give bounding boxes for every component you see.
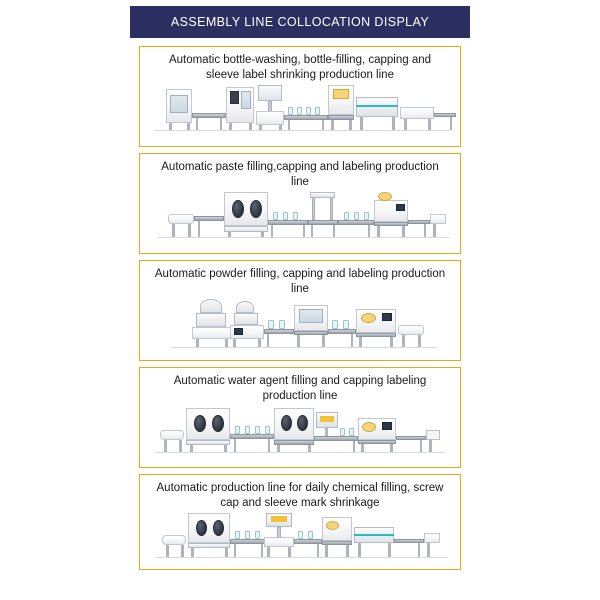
section-title: Automatic production line for daily chemical filling, screw cap and sleeve mark shrinkage: [156, 482, 444, 509]
page-title: ASSEMBLY LINE COLLOCATION DISPLAY: [170, 15, 430, 29]
production-line-illustration: [140, 192, 460, 248]
section-card-water-agent-filling-line: [139, 367, 461, 468]
production-line-illustration: [140, 85, 460, 137]
section-card-daily-chemical-line: [139, 474, 461, 570]
section-title: Automatic bottle-washing, bottle-filling, capping and sleeve label shrinking production line: [168, 54, 432, 81]
section-list: [0, 46, 600, 576]
section-card-paste-filling-line: [139, 153, 461, 254]
production-line-illustration: [140, 299, 460, 355]
production-line-illustration: [140, 513, 460, 565]
section-title: Automatic water agent filling and capping labeling production line: [173, 375, 427, 402]
page-header-banner: [130, 6, 470, 38]
section-title: Automatic paste filling,capping and labeling production line: [161, 161, 439, 188]
section-title: Automatic powder filling, capping and labeling production line: [154, 268, 446, 295]
section-card-powder-filling-line: [139, 260, 461, 361]
section-card-bottle-washing-line: [139, 46, 461, 147]
production-line-illustration: [140, 406, 460, 462]
